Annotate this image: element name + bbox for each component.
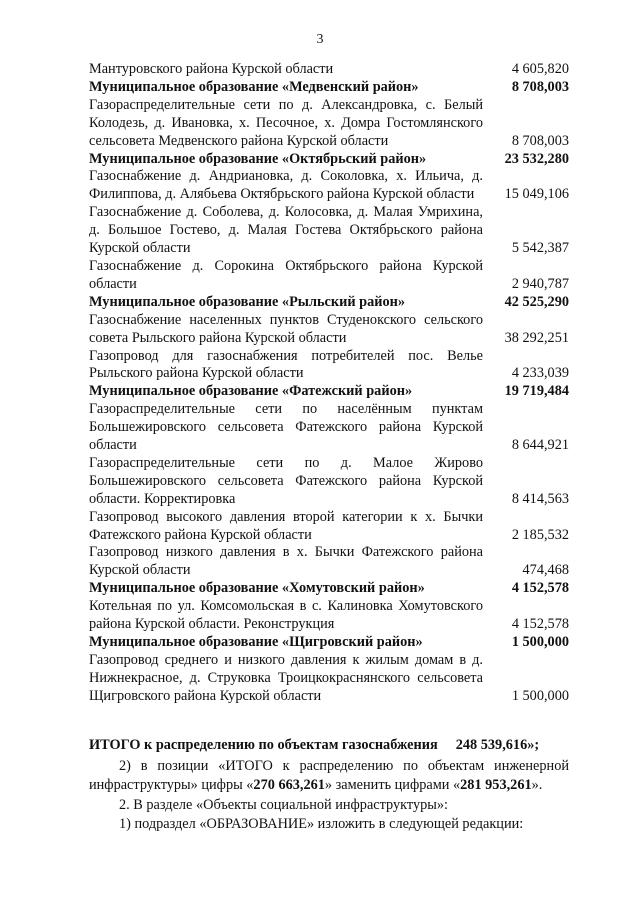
allocation-table: [89, 61, 569, 706]
object-amount: 474,468: [522, 562, 569, 579]
object-row: [89, 598, 569, 634]
object-description: Газоснабжение д. Андриановка, д. Соколовка, х. Ильича, д. Филиппова, д. Алябьева Октябрьского района Курской области: [89, 168, 483, 203]
municipality-amount: 19 719,484: [504, 383, 569, 400]
municipality-amount: 1 500,000: [511, 634, 569, 650]
object-row: [89, 258, 569, 294]
object-row: [89, 312, 569, 348]
municipality-name: Муниципальное образование «Хомутовский район»: [89, 580, 425, 597]
object-row: [89, 348, 569, 384]
para1-prefix: 2) в позиции «ИТОГО к распределению по объектам инженерной инфраструктуры» цифры «: [89, 758, 569, 793]
object-row: [89, 61, 569, 79]
object-amount: 2 940,787: [511, 275, 569, 292]
total-value: 248 539,616»;: [455, 737, 540, 753]
municipality-row: [89, 151, 569, 169]
object-description: Газоснабжение населенных пунктов Студенокского сельского совета Рыльского района Курской области: [89, 311, 483, 346]
para1-suffix: ».: [531, 777, 543, 793]
municipality-row: [89, 383, 569, 401]
object-amount: 4 605,820: [511, 61, 569, 77]
object-amount: 1 500,000: [511, 687, 569, 704]
municipality-row: [89, 634, 569, 652]
municipality-amount: 8 708,003: [511, 78, 569, 95]
object-description: Газораспределительные сети по д. Александровка, с. Белый Колодезь, д. Ивановка, х. Песочное, х. Домра Гостомлянского сельсовета Медвенского района Курской области: [89, 96, 483, 149]
municipality-row: [89, 580, 569, 598]
object-description: Газопровод для газоснабжения потребителей пос. Велье Рыльского района Курской области: [89, 347, 483, 382]
municipality-amount: 23 532,280: [504, 150, 569, 167]
object-amount: 8 708,003: [511, 132, 569, 149]
object-amount: 8 414,563: [511, 490, 569, 507]
para1-new-value: 281 953,261: [460, 777, 532, 793]
municipality-amount: 42 525,290: [504, 293, 569, 310]
object-row: [89, 204, 569, 258]
object-row: [89, 544, 569, 580]
object-description: Газоснабжение д. Соболева, д. Колосовка, д. Малая Умрихина, д. Большое Гостево, д. Малая Гостева Октябрьского района Курской области: [89, 204, 483, 257]
object-description: Мантуровского района Курской области: [89, 61, 334, 77]
object-amount: 4 152,578: [511, 616, 569, 633]
municipality-name: Муниципальное образование «Рыльский район»: [89, 293, 406, 310]
object-description: Газоснабжение д. Сорокина Октябрьского района Курской области: [89, 257, 483, 292]
object-amount: 5 542,387: [511, 240, 569, 257]
municipality-row: [89, 294, 569, 312]
para1-old-value: 270 663,261: [253, 777, 325, 793]
municipality-amount: 4 152,578: [511, 580, 569, 597]
object-row: [89, 401, 569, 455]
object-row: [89, 509, 569, 545]
object-description: Газопровод низкого давления в х. Бычки Фатежского района Курской области: [89, 544, 483, 579]
object-description: Котельная по ул. Комсомольская в с. Калиновка Хомутовского района Курской области. Реконструкция: [89, 598, 483, 633]
total-label: ИТОГО к распределению по объектам газоснабжения: [89, 737, 438, 753]
object-description: Газораспределительные сети по населённым пунктам Большежировского сельсовета Фатежского района Курской области: [89, 401, 483, 454]
page-number: 3: [316, 32, 324, 47]
paragraph-social-section: 2. В разделе «Объекты социальной инфраструктуры»:: [119, 797, 449, 813]
object-amount: 8 644,921: [511, 437, 569, 454]
object-amount: 38 292,251: [504, 329, 569, 346]
object-description: Газораспределительные сети по д. Малое Жирово Большежировского сельсовета Фатежского района Курской области. Корректировка: [89, 454, 483, 507]
municipality-name: Муниципальное образование «Медвенский район»: [89, 78, 419, 95]
municipality-name: Муниципальное образование «Щигровский район»: [89, 634, 423, 650]
object-row: [89, 168, 569, 204]
para1-middle: » заменить цифрами «: [324, 777, 461, 793]
paragraph-amend-total: [89, 757, 569, 795]
object-amount: 4 233,039: [511, 365, 569, 382]
object-row: [89, 652, 569, 706]
municipality-name: Муниципальное образование «Октябрьский район»: [89, 150, 427, 167]
total-line: [89, 737, 569, 754]
object-amount: 2 185,532: [511, 526, 569, 543]
object-description: Газопровод высокого давления второй категории к х. Бычки Фатежского района Курской области: [89, 508, 483, 543]
paragraph-education-subsection: 1) подраздел «ОБРАЗОВАНИЕ» изложить в следующей редакции:: [119, 816, 524, 832]
object-description: Газопровод среднего и низкого давления к жилым домам в д. Нижнекрасное, д. Струковка Троицкокраснянского сельсовета Щигровского района Курской области: [89, 651, 483, 704]
object-row: [89, 97, 569, 151]
object-row: [89, 455, 569, 509]
municipality-name: Муниципальное образование «Фатежский район»: [89, 383, 413, 400]
municipality-row: [89, 79, 569, 97]
object-amount: 15 049,106: [504, 186, 569, 203]
